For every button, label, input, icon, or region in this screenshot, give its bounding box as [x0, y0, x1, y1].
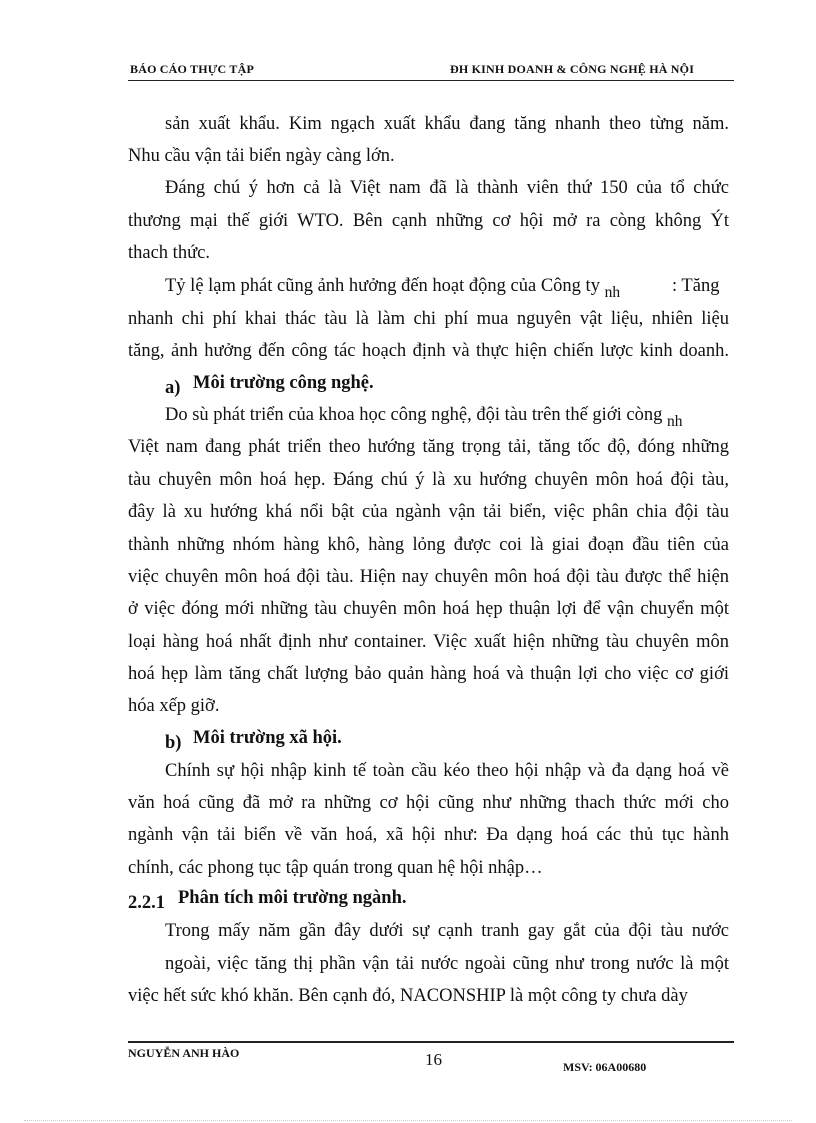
section-heading: Phân tích môi trường ngành.: [178, 888, 407, 908]
body-line: hóa xếp giỡ.: [128, 696, 220, 716]
section-heading: Môi trường công nghệ.: [193, 373, 374, 393]
footer-rule: [128, 1041, 734, 1043]
body-line: Trong mấy năm gần đây dưới sự cạnh tranh gay gắt của đội tàu nước: [165, 921, 729, 941]
body-line: sản xuất khẩu. Kim ngạch xuất khẩu đang tăng nhanh theo từng năm.: [165, 114, 729, 134]
body-text-subscript: nh: [604, 284, 621, 301]
body-line: hoá hẹp làm tăng chất lượng bảo quản hàng hoá và thuận lợi cho việc cơ giới: [128, 664, 729, 684]
body-text: : Tăng: [672, 276, 720, 296]
section-number: 2.2.1: [128, 893, 165, 913]
page-number: 16: [425, 1050, 442, 1069]
body-line: tàu chuyên môn hoá hẹp. Đáng chú ý là xu hướng chuyên môn hoá đội tàu,: [128, 470, 729, 490]
body-line: Chính sự hội nhập kinh tế toàn cầu kéo theo hội nhập và đa dạng hoá về: [165, 761, 729, 781]
body-text: Do sù phát triển của khoa học công nghệ, đội tàu trên thế giới còng: [165, 405, 663, 425]
header-rule: [128, 80, 734, 81]
body-line: đây là xu hướng khá nổi bật của ngành vận tải biển, việc phân chia đội tàu: [128, 502, 729, 522]
header-university: ĐH KINH DOANH & CÔNG NGHỆ HÀ NỘI: [450, 62, 695, 76]
body-line: [165, 276, 621, 301]
body-line: Việt nam đang phát triển theo hướng tăng trọng tải, tăng tốc độ, đóng những: [128, 437, 729, 457]
body-line: văn hoá cũng đã mở ra những cơ hội cũng như những thach thức mới cho: [128, 793, 729, 813]
body-line: chính, các phong tục tập quán trong quan hệ hội nhập…: [128, 858, 543, 878]
body-line: việc hết sức khó khăn. Bên cạnh đó, NACONSHIP là một công ty chưa dày: [128, 986, 688, 1006]
body-line: ngành vận tải biển về văn hoá, xã hội như: Đa dạng hoá các thủ tục hành: [128, 825, 729, 845]
body-line: Đáng chú ý hơn cả là Việt nam đã là thành viên thứ 150 của tổ chức: [165, 178, 729, 198]
footer-student-id: MSV: 06A00680: [563, 1060, 647, 1074]
body-line: thành những nhóm hàng khô, hàng lỏng được coi là giai đoạn đầu tiên của: [128, 535, 729, 555]
footer-author: NGUYỄN ANH HÀO: [128, 1046, 240, 1060]
body-line: Nhu cầu vận tải biển ngày càng lớn.: [128, 146, 395, 166]
body-line: việc chuyên môn hoá đội tàu. Hiện nay chuyên môn hoá đội tàu được thể hiện: [128, 567, 729, 587]
page-edge-dotted-line: [24, 1120, 792, 1121]
header-report-title: BÁO CÁO THỰC TẬP: [130, 62, 254, 76]
body-line: tăng, ảnh hưởng đến công tác hoạch định và thực hiện chiến lược kinh doanh.: [128, 341, 729, 361]
body-line: loại hàng hoá nhất định như container. Việc xuất hiện những tàu chuyên môn: [128, 632, 729, 652]
heading-marker: a): [165, 378, 181, 398]
body-text-subscript: nh: [666, 413, 683, 430]
heading-marker: b): [165, 733, 182, 753]
body-text: Tỷ lệ lạm phát cũng ảnh hưởng đến hoạt động của Công ty: [165, 276, 600, 296]
body-line: nhanh chi phí khai thác tàu là làm chi phí mua nguyên vật liệu, nhiên liệu: [128, 309, 729, 329]
body-line: ngoài, việc tăng thị phần vận tải nước ngoài cũng như trong nước là một: [165, 954, 729, 974]
section-heading: Môi trường xã hội.: [193, 728, 342, 748]
body-line: ở việc đóng mới những tàu chuyên môn hoá hẹp thuận lợi để vận chuyển một: [128, 599, 729, 619]
body-line: [165, 405, 683, 430]
body-line: thach thức.: [128, 243, 210, 263]
body-line: thương mại thế giới WTO. Bên cạnh những cơ hội mở ra còng không Ýt: [128, 211, 729, 231]
